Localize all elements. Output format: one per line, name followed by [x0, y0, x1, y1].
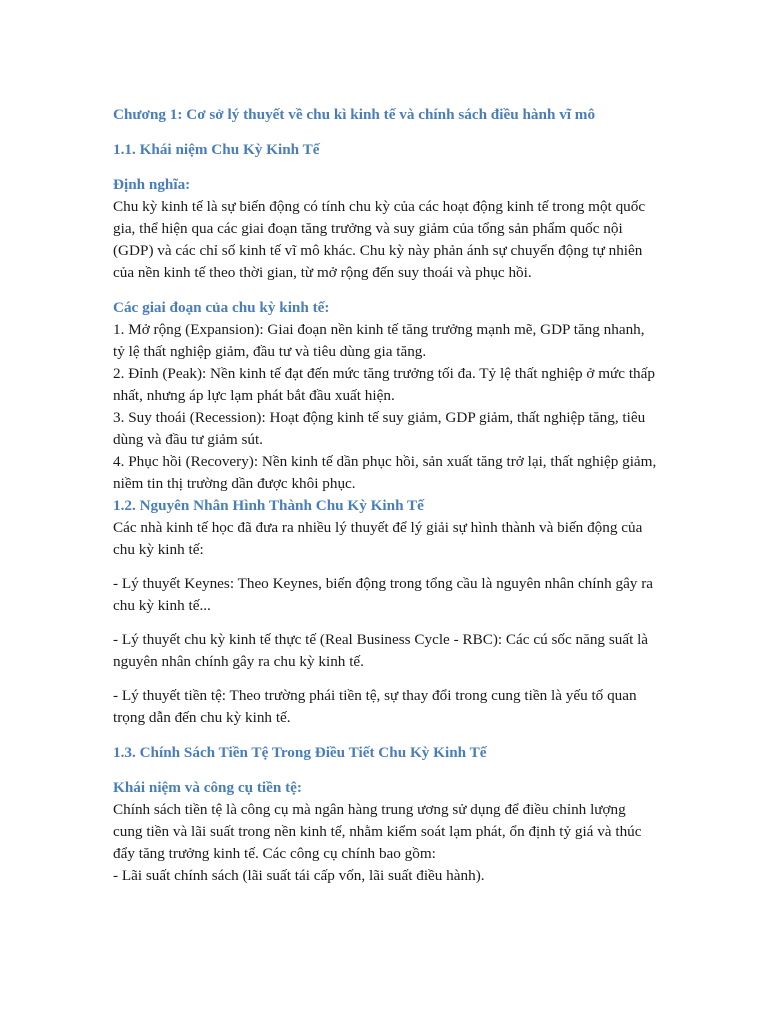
section-1-2-intro: Các nhà kinh tế học đã đưa ra nhiều lý thuyết để lý giải sự hình thành và biến động của chu kỳ kinh tế:: [113, 519, 643, 558]
section-1-2-title: 1.2. Nguyên Nhân Hình Thành Chu Kỳ Kinh Tế: [113, 497, 424, 514]
definition-heading: Định nghĩa:: [113, 176, 191, 193]
definition-text: Chu kỳ kinh tế là sự biến động có tính chu kỳ của các hoạt động kinh tế trong một quốc gia, thể hiện qua các giai đoạn tăng trưởng và suy giảm của tổng sản phẩm quốc nội (GDP) và các chỉ số kinh tế vĩ mô khác. Chu kỳ này phản ánh sự chuyển động tự nhiên của nền kinh tế theo thời gian, từ mở rộng đến suy thoái và phục hồi.: [113, 198, 646, 281]
monetary-policy-text: Chính sách tiền tệ là công cụ mà ngân hàng trung ương sử dụng để điều chỉnh lượng cung tiền và lãi suất trong nền kinh tế, nhằm kiểm soát lạm phát, ổn định tỷ giá và thúc đẩy tăng trưởng kinh tế. Các công cụ chính bao gồm:: [113, 801, 642, 862]
chapter-title: Chương 1: Cơ sở lý thuyết về chu kì kinh tế và chính sách điều hành vĩ mô: [113, 106, 596, 123]
tool-item: - Lãi suất chính sách (lãi suất tái cấp vốn, lãi suất điều hành).: [113, 867, 485, 884]
stage-item: 3. Suy thoái (Recession): Hoạt động kinh tế suy giảm, GDP giảm, thất nghiệp tăng, tiêu dùng và đầu tư giảm sút.: [113, 409, 646, 448]
document-page: [113, 104, 658, 887]
theory-item: - Lý thuyết Keynes: Theo Keynes, biến động trong tổng cầu là nguyên nhân chính gây ra chu kỳ kinh tế...: [113, 575, 654, 614]
section-1-3-title: 1.3. Chính Sách Tiền Tệ Trong Điều Tiết Chu Kỳ Kinh Tế: [113, 744, 487, 761]
stage-item: 1. Mở rộng (Expansion): Giai đoạn nền kinh tế tăng trưởng mạnh mẽ, GDP tăng nhanh, tỷ lệ thất nghiệp giảm, đầu tư và tiêu dùng gia tăng.: [113, 321, 645, 360]
stages-list: [113, 319, 658, 495]
stages-heading: Các giai đoạn của chu kỳ kinh tế:: [113, 299, 330, 316]
monetary-tools-heading: Khái niệm và công cụ tiền tệ:: [113, 779, 302, 796]
theory-item: - Lý thuyết chu kỳ kinh tế thực tế (Real Business Cycle - RBC): Các cú sốc năng suất là nguyên nhân chính gây ra chu kỳ kinh tế.: [113, 631, 649, 670]
section-1-1-title: 1.1. Khái niệm Chu Kỳ Kinh Tế: [113, 141, 320, 158]
theory-item: - Lý thuyết tiền tệ: Theo trường phái tiền tệ, sự thay đổi trong cung tiền là yếu tố quan trọng dẫn đến chu kỳ kinh tế.: [113, 687, 637, 726]
stage-item: 4. Phục hồi (Recovery): Nền kinh tế dần phục hồi, sản xuất tăng trở lại, thất nghiệp giảm, niềm tin thị trường dần được khôi phục.: [113, 453, 657, 492]
stage-item: 2. Đỉnh (Peak): Nền kinh tế đạt đến mức tăng trưởng tối đa. Tỷ lệ thất nghiệp ở mức thấp nhất, nhưng áp lực lạm phát bắt đầu xuất hiện.: [113, 365, 655, 404]
